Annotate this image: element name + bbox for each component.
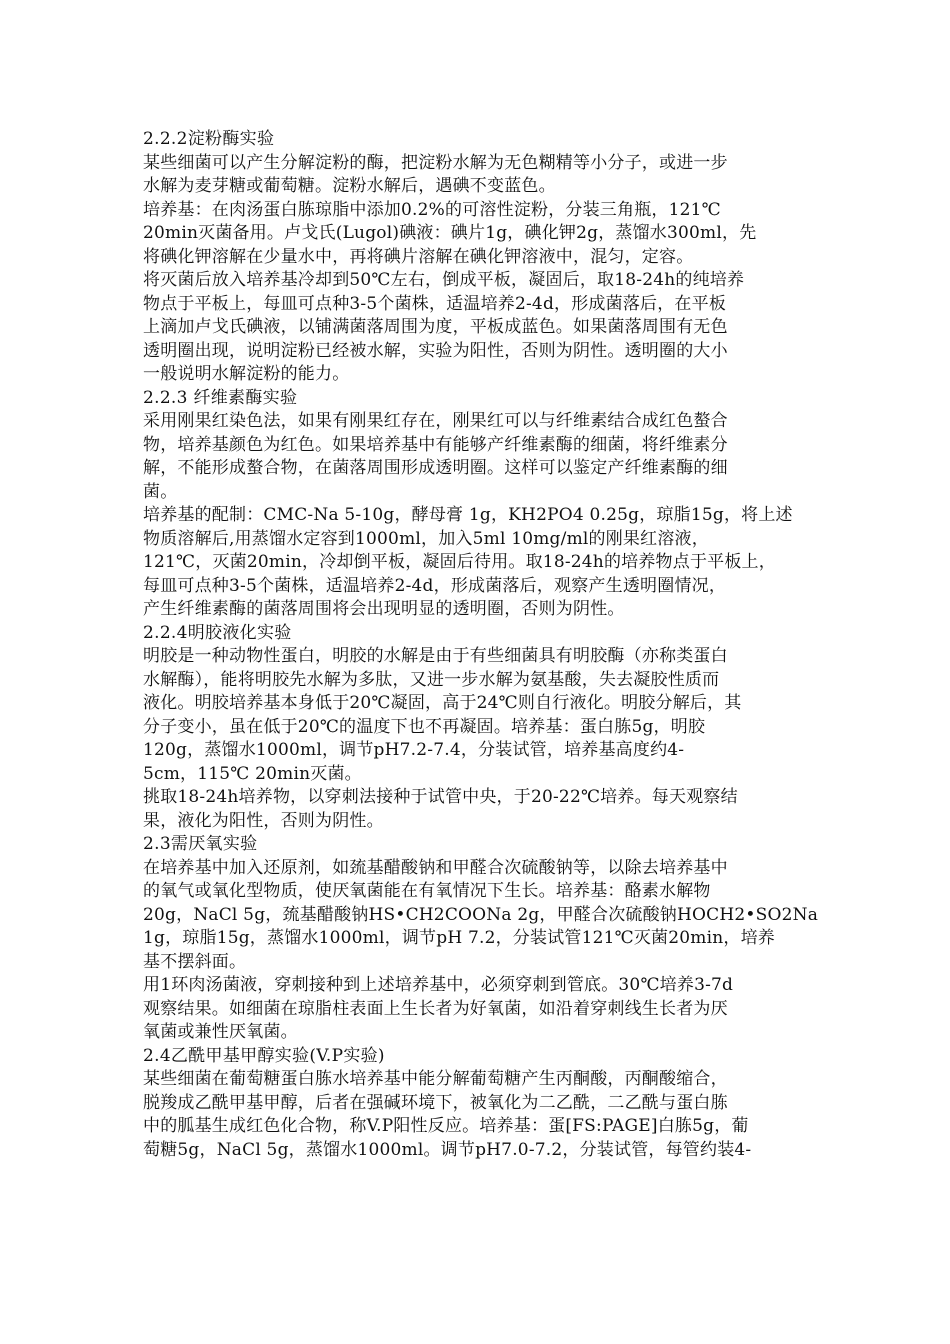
- text-line: 物点于平板上，每皿可点种3-5个菌株，适温培养2-4d，形成菌落后，在平板: [143, 293, 727, 314]
- text-line: 某些细菌可以产生分解淀粉的酶，把淀粉水解为无色糊精等小分子，或进一步: [143, 152, 728, 173]
- text-line: 每皿可点种3-5个菌株，适温培养2-4d，形成菌落后，观察产生透明圈情况，: [143, 575, 727, 596]
- text-line: 物质溶解后,用蒸馏水定容到1000ml，加入5ml 10mg/ml的刚果红溶液，: [143, 528, 709, 549]
- text-line: 在培养基中加入还原剂，如巯基醋酸钠和甲醛合次硫酸钠等，以除去培养基中: [143, 857, 728, 878]
- section-heading-anaerobic: 2.3需厌氧实验: [143, 834, 258, 854]
- text-line: 分子变小，虽在低于20℃的温度下也不再凝固。培养基：蛋白胨5g，明胶: [143, 716, 706, 737]
- text-line: 1g，琼脂15g，蒸馏水1000ml，调节pH 7.2，分装试管121℃灭菌20min，培养: [143, 928, 775, 948]
- section-heading-vp-test: 2.4乙酰甲基甲醇实验(V.P实验): [143, 1045, 385, 1066]
- text-line: 产生纤维素酶的菌落周围将会出现明显的透明圈，否则为阴性。: [143, 599, 625, 619]
- text-line: 将灭菌后放入培养基冷却到50℃左右，倒成平板，凝固后，取18-24h的纯培养: [143, 270, 745, 290]
- text-line: 中的胍基生成红色化合物，称V.P阳性反应。培养基：蛋[FS:PAGE]白胨5g，葡: [143, 1116, 749, 1136]
- section-heading-starch: 2.2.2淀粉酶实验: [143, 129, 275, 149]
- text-line: 明胶是一种动物性蛋白，明胶的水解是由于有些细菌具有明胶酶（亦称类蛋白: [143, 646, 728, 666]
- text-line: 脱羧成乙酰甲基甲醇，后者在强碱环境下，被氧化为二乙酰，二乙酰与蛋白胨: [143, 1092, 728, 1113]
- text-line: 的氧气或氧化型物质，使厌氧菌能在有氧情况下生长。培养基：酪素水解物: [143, 881, 711, 901]
- text-line: 一般说明水解淀粉的能力。: [143, 364, 350, 384]
- section-heading-cellulase: 2.2.3 纤维素酶实验: [143, 387, 298, 408]
- document-page: [143, 128, 833, 1162]
- text-line: 采用刚果红染色法，如果有刚果红存在，刚果红可以与纤维素结合成红色螯合: [143, 411, 728, 431]
- text-line: 萄糖5g，NaCl 5g，蒸馏水1000ml。调节pH7.0-7.2，分装试管，每管约装4-: [143, 1139, 752, 1160]
- text-line: 菌。: [143, 481, 178, 502]
- text-line: 液化。明胶培养基本身低于20℃凝固，高于24℃则自行液化。明胶分解后，其: [143, 693, 742, 713]
- text-line: 培养基的配制：CMC-Na 5-10g，酵母膏 1g，KH2PO4 0.25g，琼脂15g，将上述: [143, 505, 793, 525]
- section-heading-gelatin: 2.2.4明胶液化实验: [143, 622, 292, 643]
- text-line: 5cm，115℃ 20min灭菌。: [143, 763, 362, 784]
- text-line: 将碘化钾溶解在少量水中，再将碘片溶解在碘化钾溶液中，混匀，定容。: [143, 246, 694, 267]
- text-line: 某些细菌在葡萄糖蛋白胨水培养基中能分解葡萄糖产生丙酮酸，丙酮酸缩合，: [143, 1069, 728, 1089]
- text-line: 观察结果。如细菌在琼脂柱表面上生长者为好氧菌，如沿着穿刺线生长者为厌: [143, 998, 728, 1019]
- text-line: 物，培养基颜色为红色。如果培养基中有能够产纤维素酶的细菌，将纤维素分: [143, 434, 728, 455]
- text-line: 透明圈出现，说明淀粉已经被水解，实验为阳性，否则为阴性。透明圈的大小: [143, 340, 728, 361]
- text-line: 用1环肉汤菌液，穿刺接种到上述培养基中，必须穿刺到管底。30℃培养3-7d: [143, 975, 734, 995]
- text-line: 果，液化为阳性，否则为阴性。: [143, 810, 384, 831]
- text-line: 20min灭菌备用。卢戈氏(Lugol)碘液：碘片1g，碘化钾2g，蒸馏水300ml，先: [143, 223, 757, 243]
- text-line: 解，不能形成螯合物，在菌落周围形成透明圈。这样可以鉴定产纤维素酶的细: [143, 458, 728, 478]
- text-line: 20g，NaCl 5g，巯基醋酸钠HS•CH2COONa 2g，甲醛合次硫酸钠HOCH2•SO2Na: [143, 904, 819, 925]
- text-line: 挑取18-24h培养物，以穿刺法接种于试管中央，于20-22℃培养。每天观察结: [143, 787, 738, 807]
- text-line: 水解酶），能将明胶先水解为多肽，又进一步水解为氨基酸，失去凝胶性质而: [143, 669, 720, 690]
- text-line: 上滴加卢戈氏碘液，以铺满菌落周围为度，平板成蓝色。如果菌落周围有无色: [143, 317, 728, 337]
- text-line: 水解为麦芽糖或葡萄糖。淀粉水解后，遇碘不变蓝色。: [143, 176, 556, 196]
- text-line: 培养基：在肉汤蛋白胨琼脂中添加0.2%的可溶性淀粉，分装三角瓶，121℃: [143, 199, 721, 220]
- text-line: 120g，蒸馏水1000ml，调节pH7.2-7.4，分装试管，培养基高度约4-: [143, 740, 685, 760]
- text-line: 氧菌或兼性厌氧菌。: [143, 1022, 298, 1042]
- text-line: 基不摆斜面。: [143, 951, 247, 972]
- text-line: 121℃，灭菌20min，冷却倒平板，凝固后待用。取18-24h的培养物点于平板上，: [143, 552, 776, 572]
